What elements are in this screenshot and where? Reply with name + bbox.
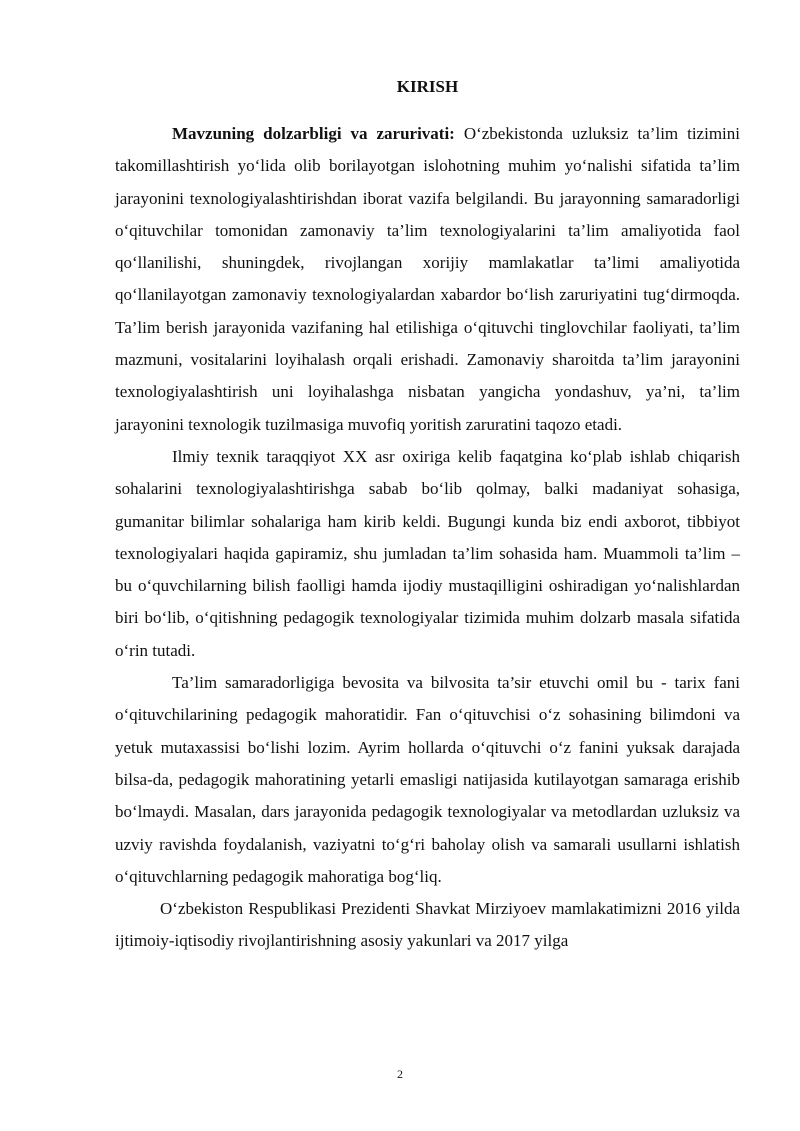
paragraph-lead: Mavzuning dolzarbligi va zarurivati: bbox=[172, 124, 455, 143]
section-heading: KIRISH bbox=[396, 77, 459, 96]
paragraph-teacher-skill: Ta’lim samaradorligiga bevosita va bilvosita ta’sir etuvchi omil bu - tarix fani o‘qituvchilarining pedagogik mahoratidir. Fan o‘qituvchisi o‘z sohasining bilimdoni va yetuk mutaxassisi bo‘lishi lozim. Ayrim hollarda o‘qituvchi o‘z fanini yuksak darajada bilsa-da, pedagogik mahoratining yetarli emasligi natijasida kutilayotgan samaraga erishib bo‘lmaydi. Masalan, dars jarayonida pedagogik texnologiyalar va metodlardan uzluksiz va uzviy ravishda foydalanish, vaziyatni to‘g‘ri baholay olish va samarali usullarni ishlatish o‘qituvchlarning pedagogik mahoratiga bog‘liq. bbox=[115, 673, 740, 886]
paragraph-relevance bbox=[115, 118, 740, 441]
paragraph-progress: Ilmiy texnik taraqqiyot XX asr oxiriga kelib faqatgina ko‘plab ishlab chiqarish sohalarini texnologiyalashtirishga sabab bo‘lib qolmay, balki madaniyat sohasiga, gumanitar bilimlar sohalariga ham kirib keldi. Bugungi kunda biz endi axborot, tibbiyot texnologiyalari haqida gapiramiz, shu jumladan ta’lim sohasida ham. Muammoli ta’lim – bu o‘quvchilarning bilish faolligi hamda ijodiy mustaqilligini oshiradigan yo‘nalishlardan biri bo‘lib, o‘qitishning pedagogik texnologiyalar tizimida muhim dolzarb masala sifatida o‘rin tutadi. bbox=[115, 446, 740, 660]
paragraph-president: O‘zbekiston Respublikasi Prezidenti Shavkat Mirziyoev mamlakatimizni 2016 yilda ijtimoiy-iqtisodiy rivojlantirishning asosiy yakunlari va 2017 yilga bbox=[115, 899, 740, 951]
body-text bbox=[115, 118, 740, 958]
paragraph-text: O‘zbekistonda uzluksiz ta’lim tizimini takomillashtirish yo‘lida olib borilayotgan islohotning muhim yo‘nalishi sifatida ta’lim jarayonini texnologiyalashtirishdan iborat vazifa belgilandi. Bu jarayonning samaradorligi o‘qituvchilar tomonidan zamonaviy ta’lim texnologiyalarini ta’lim amaliyotida faol qo‘llanilishi, shuningdek, rivojlangan xorijiy mamlakatlar ta’limi amaliyotida qo‘llanilayotgan zamonaviy texnologiyalardan xabardor bo‘lish zaruriyatini tug‘dirmoqda. Ta’lim berish jarayonida vazifaning hal etilishiga o‘qituvchi tinglovchilar faoliyati, ta’lim mazmuni, vositalarini loyihalash orqali erishadi. Zamonaviy sharoitda ta’lim jarayonini texnologiyalashtirish uni loyihalashga nisbatan yangicha yondashuv, ya’ni, ta’lim jarayonini texnologik tuzilmasiga muvofiq yoritish zaruratini taqozo etadi. bbox=[115, 124, 740, 434]
page-number: 2 bbox=[397, 1067, 403, 1081]
